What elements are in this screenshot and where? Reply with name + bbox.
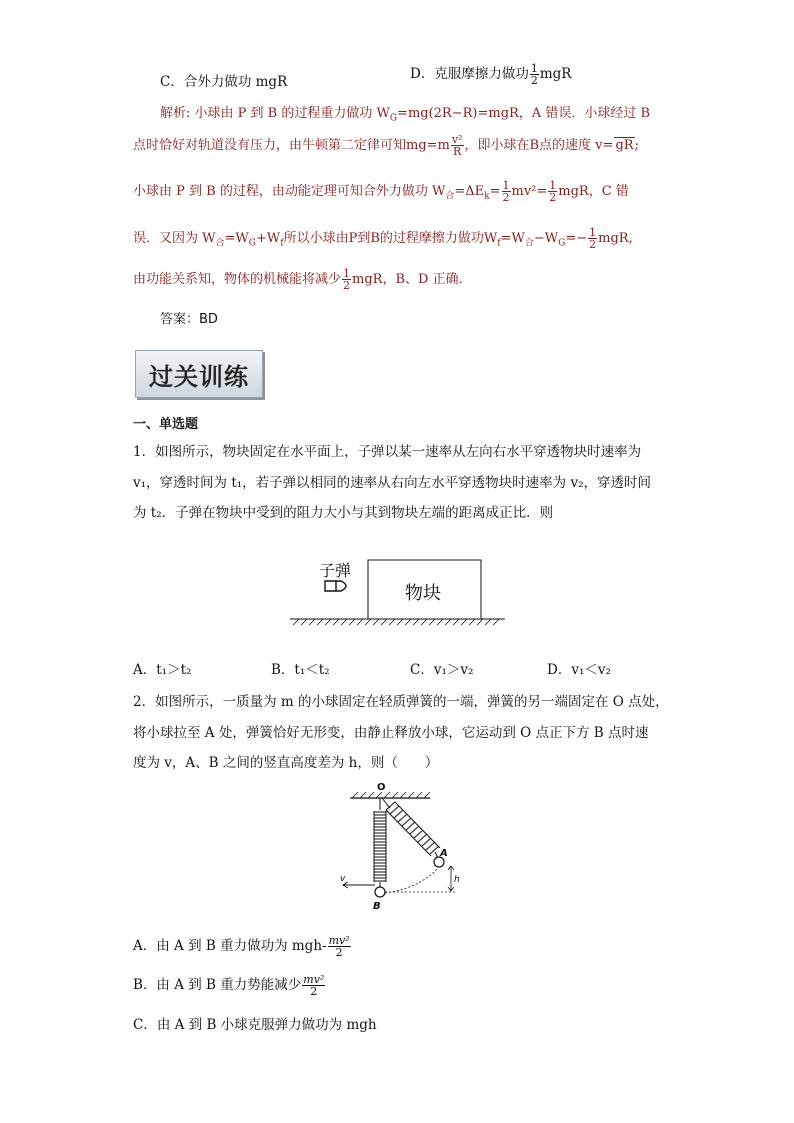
option-d-prev [410,62,571,86]
q1-line-2: v₁，穿透时间为 t₁，若子弹以相同的速率从右向左水平穿透物块时速率为 v₂，穿透时间 [133,475,651,491]
q2-option-b: B．由 A 到 B 重力势能减少 $\frac{\text{mv²}}{2}$ [133,973,325,998]
bullet-label: 子弹 [319,561,352,580]
analysis-line-3: 小球由 P 到 B 的过程，由动能定理可知合外力做功 $W_合=\Delta E_k=$ $\frac{1}{2}$ mv²= $\frac{1}{2}$ mgR，C 错 [133,179,629,204]
ball-b [375,887,385,897]
block-label: 物块 [405,583,441,604]
q2-line-3: 度为 v，A、B 之间的竖直高度差为 h，则（ ） [133,755,439,771]
fraction-v2-r: $\frac{\text{v²}}{R}$ [451,133,463,158]
section-banner: 过关训练 [135,350,263,398]
point-a-label: A [440,848,448,859]
option-d-text: D．克服摩擦力做功 [410,66,529,82]
q2-line-2: 将小球拉至 A 处，弹簧恰好无形变，由静止释放小球，它运动到 O 点正下方 B 点时速 [133,725,649,741]
fraction-half: $\frac{1}{2}$ [530,62,538,87]
q2-figure [335,778,470,918]
q2-option-c: C．由 A 到 B 小球克服弹力做功为 mgh [133,1017,377,1033]
q1-option-c: C．v₁＞v₂ [410,662,474,678]
vertical-spring [374,798,386,888]
analysis-line-4: 误．又因为 $W_合=W_G+W_f$所以小球由P到B的过程摩擦力做功$W_f=W_合-W_G=-$ $\frac{1}{2}$ mgR, [133,226,633,251]
v-label: v [340,874,346,884]
q2-line-1: 2．如图所示，一质量为 m 的小球固定在轻质弹簧的一端，弹簧的另一端固定在 O 点处， [133,694,669,710]
fraction-mv2-2-b: $\frac{\text{mv²}}{2}$ [303,973,325,998]
point-b-label: B [373,901,381,912]
analysis-line-5: 由功能关系知，物体的机械能将减少 $\frac{1}{2}$ mgR，B、D 正确． [133,267,472,292]
section-title: 一、单选题 [133,417,199,432]
answer-text: 答案：BD [160,312,218,327]
q2-option-a: A．由 A 到 B 重力做功为 mgh- $\frac{\text{mv²}}{2}$ [133,934,350,959]
h-label: h [454,875,460,885]
option-d-suffix: mgR [539,66,572,82]
q1-option-a: A．t₁＞t₂ [133,662,192,678]
ceiling-hatch [352,792,430,798]
q1-option-b: B．t₁＜t₂ [271,662,330,678]
q1-figure [285,555,510,630]
q1-line-3: 为 t₂．子弹在物块中受到的阻力大小与其到物块左端的距离成正比．则 [133,505,554,521]
option-c-prev: C．合外力做功 mgR [160,74,288,90]
trajectory-arc [385,868,438,893]
q1-option-d: D．v₁＜v₂ [547,662,611,678]
sqrt-gR: gR [615,138,634,153]
point-o-label: O [377,782,386,793]
ground-hatch [293,619,499,625]
fraction-mv2-2: $\frac{\text{mv²}}{2}$ [328,934,350,959]
diagonal-spring [382,798,440,858]
q1-line-1: 1．如图所示，物块固定在水平面上，子弹以某一速率从左向右水平穿透物块时速率为 [133,444,642,460]
analysis-line-1: 解析: 小球由 P 到 B 的过程重力做功 $W_G=mg(2R-R)=mgR$，A 错误．小球经过 B [160,106,651,124]
analysis-line-2: 点时恰好对轨道没有压力，由牛顿第二定律可知mg=m $\frac{\text{v²}}{R}$ ，即小球在B点的速度 v= gR; [133,133,639,158]
